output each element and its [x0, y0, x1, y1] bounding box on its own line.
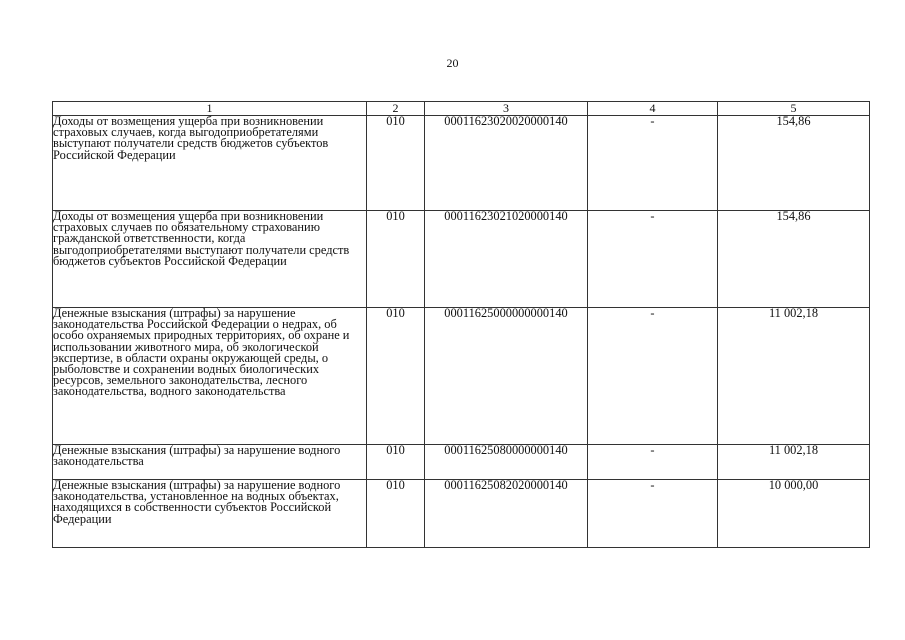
row-amount: 154,86: [718, 211, 870, 308]
row-description: Денежные взыскания (штрафы) за нарушение законодательства Российской Федерации о недрах, об особо охраняемых природных территориях, об охране и использовании животного мира, об экологической экспертизе, в области охраны окружающей среды, о рыболовстве и сохранении водных биологических ресурсов, земельного законодательства, лесного законодательства, водного законодательства: [53, 308, 367, 445]
row-admin-code: 010: [367, 116, 425, 211]
row-admin-code: 010: [367, 308, 425, 445]
row-kbk-code: 00011623020020000140: [425, 116, 588, 211]
row-amount: 11 002,18: [718, 445, 870, 480]
row-description: Доходы от возмещения ущерба при возникновении страховых случаев по обязательному страхованию гражданской ответственности, когда выгодоприобретателями выступают получатели средств бюджетов субъектов Российской Федерации: [53, 211, 367, 308]
row-kbk-code: 00011625080000000140: [425, 445, 588, 480]
row-description: Денежные взыскания (штрафы) за нарушение водного законодательства: [53, 445, 367, 480]
row-col4-value: -: [588, 211, 718, 308]
header-col-5: 5: [718, 102, 870, 116]
row-admin-code: 010: [367, 211, 425, 308]
table-row: [53, 480, 870, 548]
table-row: [53, 308, 870, 445]
table-row: [53, 445, 870, 480]
row-col4-value: -: [588, 445, 718, 480]
table-row: [53, 116, 870, 211]
row-col4-value: -: [588, 480, 718, 548]
row-description: Доходы от возмещения ущерба при возникновении страховых случаев, когда выгодоприобретателями выступают получатели средств бюджетов субъектов Российской Федерации: [53, 116, 367, 211]
table-row: [53, 211, 870, 308]
revenue-table: [52, 101, 870, 548]
table-body: [53, 116, 870, 548]
row-description: Денежные взыскания (штрафы) за нарушение водного законодательства, установленное на водных объектах, находящихся в собственности субъектов Российской Федерации: [53, 480, 367, 548]
row-kbk-code: 00011625082020000140: [425, 480, 588, 548]
header-col-2: 2: [367, 102, 425, 116]
row-admin-code: 010: [367, 480, 425, 548]
row-admin-code: 010: [367, 445, 425, 480]
row-amount: 11 002,18: [718, 308, 870, 445]
row-kbk-code: 00011625000000000140: [425, 308, 588, 445]
row-col4-value: -: [588, 116, 718, 211]
row-kbk-code: 00011623021020000140: [425, 211, 588, 308]
page-number: 20: [446, 56, 459, 70]
row-amount: 10 000,00: [718, 480, 870, 548]
header-col-1: 1: [53, 102, 367, 116]
row-col4-value: -: [588, 308, 718, 445]
header-col-3: 3: [425, 102, 588, 116]
row-amount: 154,86: [718, 116, 870, 211]
header-col-4: 4: [588, 102, 718, 116]
